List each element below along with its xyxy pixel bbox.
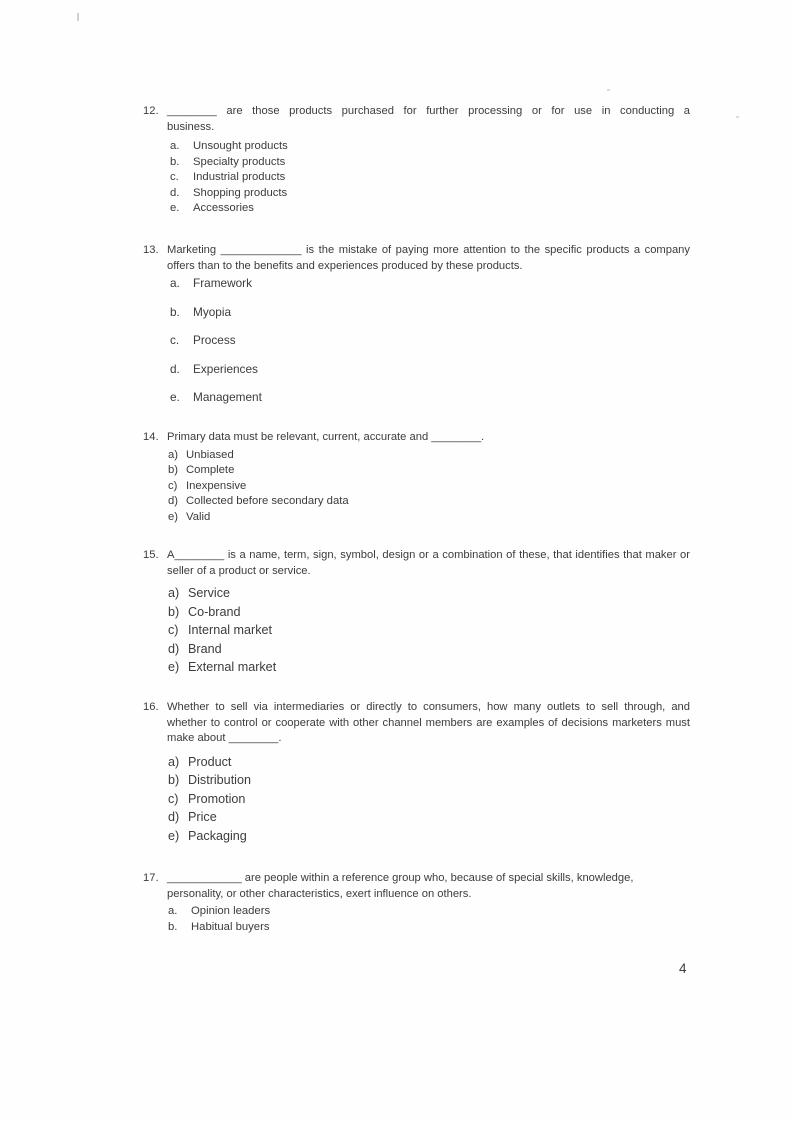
option xyxy=(167,479,690,495)
option-label: Accessories xyxy=(193,202,254,214)
question-text-line: personality, or other characteristics, exert influence on others. xyxy=(167,887,472,900)
option-marker: a. xyxy=(170,276,180,290)
question-text-line: A________ is a name, term, sign, symbol, design or a combination of these, that identifies that maker or xyxy=(167,549,690,561)
scan-artifact xyxy=(77,13,79,21)
option-label: Habitual buyers xyxy=(191,920,270,933)
option xyxy=(167,584,690,603)
option-marker: c. xyxy=(170,333,180,347)
option-label: Experiences xyxy=(193,361,258,376)
option-marker: d. xyxy=(170,186,180,199)
option-marker: c. xyxy=(170,171,179,183)
question-text-line: Whether to sell via intermediaries or directly to consumers, how many outlets to sell through, and xyxy=(167,701,690,713)
option-label: Promotion xyxy=(188,791,246,806)
option-label: Co-brand xyxy=(188,604,241,619)
option xyxy=(167,640,690,659)
option-marker: b) xyxy=(168,464,179,476)
option-marker: c) xyxy=(168,479,178,492)
option xyxy=(167,920,690,936)
question-number: 14. xyxy=(143,431,159,443)
option-marker: a. xyxy=(168,905,178,917)
option xyxy=(167,827,690,846)
scan-artifact xyxy=(736,116,739,118)
option-marker: d) xyxy=(168,810,180,824)
questions-list xyxy=(143,104,690,935)
question-text-line: offers than to the benefits and experiences produced by these products. xyxy=(167,259,523,272)
option-label: Product xyxy=(188,754,232,769)
question-17 xyxy=(143,871,690,935)
option-label: Myopia xyxy=(193,304,232,319)
question-14 xyxy=(143,430,690,525)
options-list xyxy=(167,139,690,217)
option-label: Valid xyxy=(186,510,211,523)
option-marker: c) xyxy=(168,791,179,806)
option-label: Collected before secondary data xyxy=(186,495,349,507)
options-list xyxy=(167,584,690,677)
question-number: 12. xyxy=(143,105,159,117)
option-label: Unbiased xyxy=(186,448,234,461)
option-marker: a) xyxy=(168,754,180,769)
option xyxy=(167,276,690,292)
question-13 xyxy=(143,243,690,406)
option-label: Packaging xyxy=(188,828,247,843)
option xyxy=(167,753,690,772)
question-text-line: whether to control or cooperate with other channel members are examples of decisions marketers must xyxy=(167,716,690,729)
question-text-line: Primary data must be relevant, current, accurate and ________. xyxy=(167,431,485,443)
option-marker: c) xyxy=(168,623,179,637)
question-12 xyxy=(143,104,690,217)
options-list xyxy=(167,753,690,846)
option xyxy=(167,333,690,349)
options-list xyxy=(167,904,690,935)
option xyxy=(167,904,690,920)
option xyxy=(167,790,690,809)
option xyxy=(167,170,690,186)
option xyxy=(167,771,690,790)
option-label: Internal market xyxy=(188,623,272,637)
option xyxy=(167,621,690,640)
option-label: Management xyxy=(193,390,262,404)
option xyxy=(167,201,690,217)
option-marker: a) xyxy=(168,586,180,600)
option-label: Specialty products xyxy=(193,155,286,168)
option-marker: b. xyxy=(170,304,180,319)
question-text-line: ________ are those products purchased for further processing or for use in conducting a xyxy=(167,105,690,117)
options-list xyxy=(167,448,690,526)
question-text-line: seller of a product or service. xyxy=(167,564,311,577)
option-marker: b. xyxy=(168,920,178,933)
option-label: Brand xyxy=(188,641,222,656)
option-label: Shopping products xyxy=(193,186,288,199)
question-text-line: Marketing _____________ is the mistake of paying more attention to the specific products a company xyxy=(167,244,690,256)
option xyxy=(167,139,690,155)
option-marker: b) xyxy=(168,773,180,787)
question-15 xyxy=(143,548,690,677)
option-label: Industrial products xyxy=(193,171,286,183)
page-number: 4 xyxy=(679,961,687,976)
option-label: Process xyxy=(193,333,236,347)
question-text-line: business. xyxy=(167,120,215,133)
option xyxy=(167,155,690,171)
option-label: Service xyxy=(188,586,230,600)
option-marker: d) xyxy=(168,495,179,507)
option xyxy=(167,808,690,827)
option xyxy=(167,494,690,510)
options-list xyxy=(167,276,690,406)
option-label: Unsought products xyxy=(193,140,288,152)
option xyxy=(167,305,690,321)
option-marker: d) xyxy=(168,641,180,656)
option-label: Opinion leaders xyxy=(191,905,271,917)
question-number: 16. xyxy=(143,701,159,713)
option-marker: e) xyxy=(168,510,179,523)
option-label: External market xyxy=(188,660,277,674)
option xyxy=(167,603,690,622)
question-number: 13. xyxy=(143,244,159,256)
option xyxy=(167,448,690,464)
option-marker: d. xyxy=(170,361,180,376)
question-text-line: make about ________. xyxy=(167,732,282,744)
question-16 xyxy=(143,700,690,845)
option xyxy=(167,463,690,479)
option-label: Price xyxy=(188,810,217,824)
option xyxy=(167,362,690,378)
scan-artifact xyxy=(607,89,610,91)
option xyxy=(167,658,690,677)
option-marker: a) xyxy=(168,448,179,461)
option-marker: e) xyxy=(168,828,180,843)
option-marker: b. xyxy=(170,155,180,168)
option-marker: e. xyxy=(170,390,180,404)
option-marker: e. xyxy=(170,202,180,214)
option-label: Framework xyxy=(193,276,252,290)
option xyxy=(167,510,690,526)
option xyxy=(167,186,690,202)
option xyxy=(167,390,690,406)
option-marker: b) xyxy=(168,604,180,619)
option-label: Inexpensive xyxy=(186,479,247,492)
option-label: Distribution xyxy=(188,773,251,787)
question-number: 17. xyxy=(143,872,159,884)
question-number: 15. xyxy=(143,549,159,561)
option-label: Complete xyxy=(186,464,235,476)
question-text-line: ____________ are people within a reference group who, because of special skills, knowledge, xyxy=(167,872,634,884)
option-marker: a. xyxy=(170,140,180,152)
option-marker: e) xyxy=(168,660,180,674)
